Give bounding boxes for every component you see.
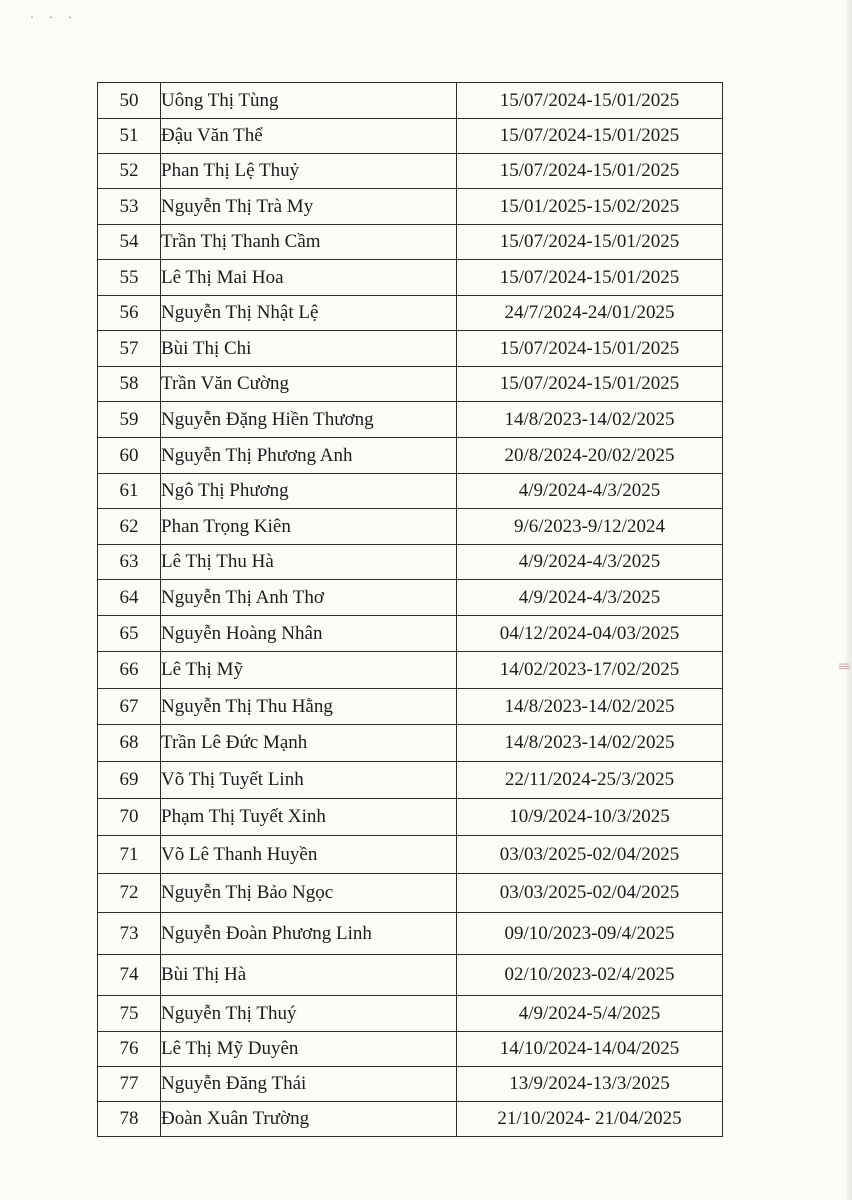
table-row bbox=[98, 225, 723, 260]
contract-period: 15/07/2024-15/01/2025 bbox=[457, 367, 723, 402]
person-name: Nguyễn Đăng Thái bbox=[161, 1067, 457, 1102]
person-name: Nguyễn Thị Nhật Lệ bbox=[161, 296, 457, 331]
row-number: 55 bbox=[98, 260, 161, 296]
contract-period: 14/10/2024-14/04/2025 bbox=[457, 1032, 723, 1067]
contract-period: 4/9/2024-4/3/2025 bbox=[457, 580, 723, 616]
person-name: Nguyễn Thị Trà My bbox=[161, 189, 457, 225]
contract-period: 15/07/2024-15/01/2025 bbox=[457, 154, 723, 189]
row-number: 78 bbox=[98, 1102, 161, 1137]
contract-period: 15/07/2024-15/01/2025 bbox=[457, 83, 723, 119]
row-number: 60 bbox=[98, 438, 161, 474]
person-name: Lê Thị Mai Hoa bbox=[161, 260, 457, 296]
table-row bbox=[98, 1067, 723, 1102]
person-name: Nguyễn Đoàn Phương Linh bbox=[161, 913, 457, 955]
table-row bbox=[98, 913, 723, 955]
person-name: Lê Thị Thu Hà bbox=[161, 545, 457, 580]
table-row bbox=[98, 509, 723, 545]
row-number: 59 bbox=[98, 402, 161, 438]
person-name: Nguyễn Đặng Hiền Thương bbox=[161, 402, 457, 438]
roster-table bbox=[97, 82, 723, 1137]
row-number: 64 bbox=[98, 580, 161, 616]
contract-period: 21/10/2024- 21/04/2025 bbox=[457, 1102, 723, 1137]
person-name: Nguyễn Thị Phương Anh bbox=[161, 438, 457, 474]
person-name: Đậu Văn Thể bbox=[161, 119, 457, 154]
row-number: 72 bbox=[98, 874, 161, 913]
contract-period: 10/9/2024-10/3/2025 bbox=[457, 799, 723, 836]
row-number: 54 bbox=[98, 225, 161, 260]
table-row bbox=[98, 836, 723, 874]
roster-table-body bbox=[98, 83, 723, 1137]
contract-period: 4/9/2024-4/3/2025 bbox=[457, 474, 723, 509]
person-name: Nguyễn Thị Anh Thơ bbox=[161, 580, 457, 616]
contract-period: 03/03/2025-02/04/2025 bbox=[457, 874, 723, 913]
person-name: Nguyễn Hoàng Nhân bbox=[161, 616, 457, 652]
contract-period: 9/6/2023-9/12/2024 bbox=[457, 509, 723, 545]
person-name: Nguyễn Thị Bảo Ngọc bbox=[161, 874, 457, 913]
contract-period: 14/02/2023-17/02/2025 bbox=[457, 652, 723, 689]
contract-period: 15/01/2025-15/02/2025 bbox=[457, 189, 723, 225]
person-name: Võ Thị Tuyết Linh bbox=[161, 762, 457, 799]
row-number: 69 bbox=[98, 762, 161, 799]
contract-period: 04/12/2024-04/03/2025 bbox=[457, 616, 723, 652]
scan-artifact: · · · bbox=[30, 10, 78, 24]
person-name: Bùi Thị Hà bbox=[161, 955, 457, 996]
row-number: 50 bbox=[98, 83, 161, 119]
table-row bbox=[98, 955, 723, 996]
row-number: 75 bbox=[98, 996, 161, 1032]
contract-period: 22/11/2024-25/3/2025 bbox=[457, 762, 723, 799]
red-stamp-fragment: ||| bbox=[836, 662, 850, 670]
row-number: 77 bbox=[98, 1067, 161, 1102]
contract-period: 14/8/2023-14/02/2025 bbox=[457, 689, 723, 725]
row-number: 57 bbox=[98, 331, 161, 367]
person-name: Bùi Thị Chi bbox=[161, 331, 457, 367]
person-name: Trần Văn Cường bbox=[161, 367, 457, 402]
contract-period: 03/03/2025-02/04/2025 bbox=[457, 836, 723, 874]
person-name: Uông Thị Tùng bbox=[161, 83, 457, 119]
row-number: 53 bbox=[98, 189, 161, 225]
person-name: Phạm Thị Tuyết Xinh bbox=[161, 799, 457, 836]
person-name: Võ Lê Thanh Huyền bbox=[161, 836, 457, 874]
row-number: 66 bbox=[98, 652, 161, 689]
row-number: 52 bbox=[98, 154, 161, 189]
table-row bbox=[98, 689, 723, 725]
table-row bbox=[98, 652, 723, 689]
row-number: 67 bbox=[98, 689, 161, 725]
table-row bbox=[98, 119, 723, 154]
contract-period: 13/9/2024-13/3/2025 bbox=[457, 1067, 723, 1102]
table-row bbox=[98, 799, 723, 836]
contract-period: 02/10/2023-02/4/2025 bbox=[457, 955, 723, 996]
contract-period: 14/8/2023-14/02/2025 bbox=[457, 402, 723, 438]
table-row bbox=[98, 1032, 723, 1067]
contract-period: 24/7/2024-24/01/2025 bbox=[457, 296, 723, 331]
contract-period: 15/07/2024-15/01/2025 bbox=[457, 260, 723, 296]
table-row bbox=[98, 260, 723, 296]
table-row bbox=[98, 154, 723, 189]
row-number: 71 bbox=[98, 836, 161, 874]
row-number: 74 bbox=[98, 955, 161, 996]
person-name: Phan Thị Lệ Thuỷ bbox=[161, 154, 457, 189]
table-row bbox=[98, 296, 723, 331]
table-row bbox=[98, 996, 723, 1032]
person-name: Trần Lê Đức Mạnh bbox=[161, 725, 457, 762]
contract-period: 15/07/2024-15/01/2025 bbox=[457, 331, 723, 367]
person-name: Trần Thị Thanh Cầm bbox=[161, 225, 457, 260]
table-row bbox=[98, 580, 723, 616]
table-row bbox=[98, 402, 723, 438]
person-name: Đoàn Xuân Trường bbox=[161, 1102, 457, 1137]
contract-period: 20/8/2024-20/02/2025 bbox=[457, 438, 723, 474]
row-number: 70 bbox=[98, 799, 161, 836]
table-row bbox=[98, 83, 723, 119]
row-number: 73 bbox=[98, 913, 161, 955]
table-row bbox=[98, 725, 723, 762]
contract-period: 4/9/2024-4/3/2025 bbox=[457, 545, 723, 580]
row-number: 68 bbox=[98, 725, 161, 762]
table-row bbox=[98, 1102, 723, 1137]
person-name: Lê Thị Mỹ Duyên bbox=[161, 1032, 457, 1067]
person-name: Lê Thị Mỹ bbox=[161, 652, 457, 689]
person-name: Nguyễn Thị Thu Hằng bbox=[161, 689, 457, 725]
contract-period: 15/07/2024-15/01/2025 bbox=[457, 225, 723, 260]
table-row bbox=[98, 874, 723, 913]
table-row bbox=[98, 189, 723, 225]
person-name: Ngô Thị Phương bbox=[161, 474, 457, 509]
contract-period: 15/07/2024-15/01/2025 bbox=[457, 119, 723, 154]
contract-period: 14/8/2023-14/02/2025 bbox=[457, 725, 723, 762]
table-row bbox=[98, 331, 723, 367]
contract-period: 4/9/2024-5/4/2025 bbox=[457, 996, 723, 1032]
table-row bbox=[98, 616, 723, 652]
person-name: Nguyễn Thị Thuý bbox=[161, 996, 457, 1032]
row-number: 56 bbox=[98, 296, 161, 331]
row-number: 61 bbox=[98, 474, 161, 509]
row-number: 65 bbox=[98, 616, 161, 652]
table-row bbox=[98, 438, 723, 474]
row-number: 58 bbox=[98, 367, 161, 402]
row-number: 63 bbox=[98, 545, 161, 580]
row-number: 76 bbox=[98, 1032, 161, 1067]
table-row bbox=[98, 474, 723, 509]
contract-period: 09/10/2023-09/4/2025 bbox=[457, 913, 723, 955]
person-name: Phan Trọng Kiên bbox=[161, 509, 457, 545]
row-number: 51 bbox=[98, 119, 161, 154]
table-row bbox=[98, 545, 723, 580]
table-row bbox=[98, 367, 723, 402]
table-row bbox=[98, 762, 723, 799]
row-number: 62 bbox=[98, 509, 161, 545]
